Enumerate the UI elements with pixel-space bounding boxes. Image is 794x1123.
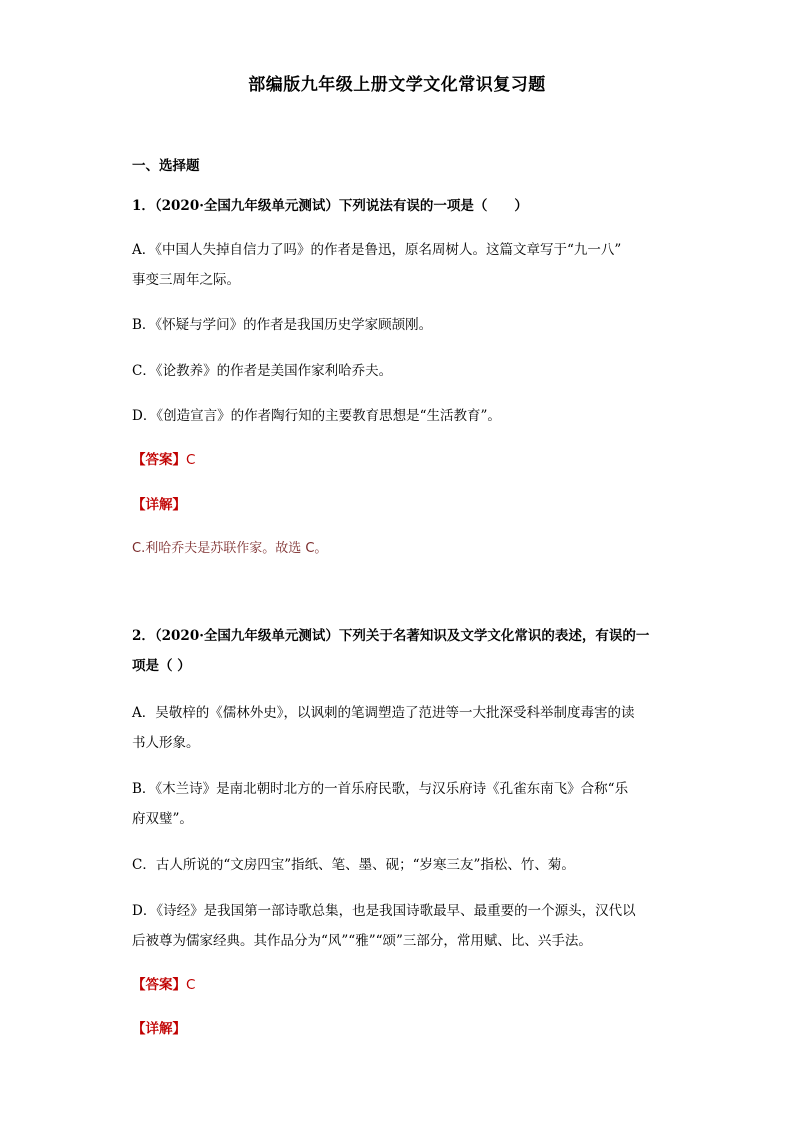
page-title: 部编版九年级上册文学文化常识复习题	[248, 75, 546, 95]
q2-stem-line2: 项是（ ）	[132, 658, 191, 674]
q1-option-a-line2: 事变三周年之际。	[132, 272, 240, 288]
q1-option-b: B．《怀疑与学问》的作者是我国历史学家顾颉刚。	[132, 317, 433, 333]
q1-answer	[132, 450, 664, 470]
q1-answer-value: C	[186, 452, 196, 468]
q2-answer-label: 【答案】	[132, 977, 186, 993]
q2-option-a-line2: 书人形象。	[132, 735, 200, 751]
q2-answer	[132, 975, 664, 995]
q1-option-c: C．《论教养》的作者是美国作家利哈乔夫。	[132, 363, 393, 379]
q2-option-c: C．古人所说的“文房四宝”指纸、笔、墨、砚；“岁寒三友”指松、竹、菊。	[132, 857, 575, 873]
q1-option-a-line1: A．《中国人失掉自信力了吗》的作者是鲁迅，原名周树人。这篇文章写于“九一八”	[132, 242, 622, 258]
section-heading: 一、选择题	[132, 158, 200, 174]
q2-answer-value: C	[186, 977, 196, 993]
q2-option-b-line1: B．《木兰诗》是南北朝时北方的一首乐府民歌，与汉乐府诗《孔雀东南飞》合称“乐	[132, 781, 629, 797]
q1-stem: 1．（2020·全国九年级单元测试）下列说法有误的一项是（ ）	[132, 198, 528, 214]
q2-detail-label: 【详解】	[132, 1021, 186, 1037]
q1-detail-label: 【详解】	[132, 497, 186, 513]
q2-option-b-line2: 府双璧”。	[132, 811, 193, 827]
q2-option-a-line1: A．吴敬梓的《儒林外史》，以讽刺的笔调塑造了范进等一大批深受科举制度毒害的读	[132, 705, 635, 721]
q2-option-d-line1: D．《诗经》是我国第一部诗歌总集，也是我国诗歌最早、最重要的一个源头，汉代以	[132, 903, 636, 919]
q1-answer-label: 【答案】	[132, 452, 186, 468]
q1-detail-text: C.利哈乔夫是苏联作家。故选 C。	[132, 541, 328, 556]
q1-option-d: D．《创造宣言》的作者陶行知的主要教育思想是“生活教育”。	[132, 408, 501, 424]
q2-stem-line1: 2．（2020·全国九年级单元测试）下列关于名著知识及文学文化常识的表述，有误的一	[132, 628, 650, 644]
q2-option-d-line2: 后被尊为儒家经典。其作品分为“风”“雅”“颂”三部分，常用赋、比、兴手法。	[132, 933, 592, 949]
